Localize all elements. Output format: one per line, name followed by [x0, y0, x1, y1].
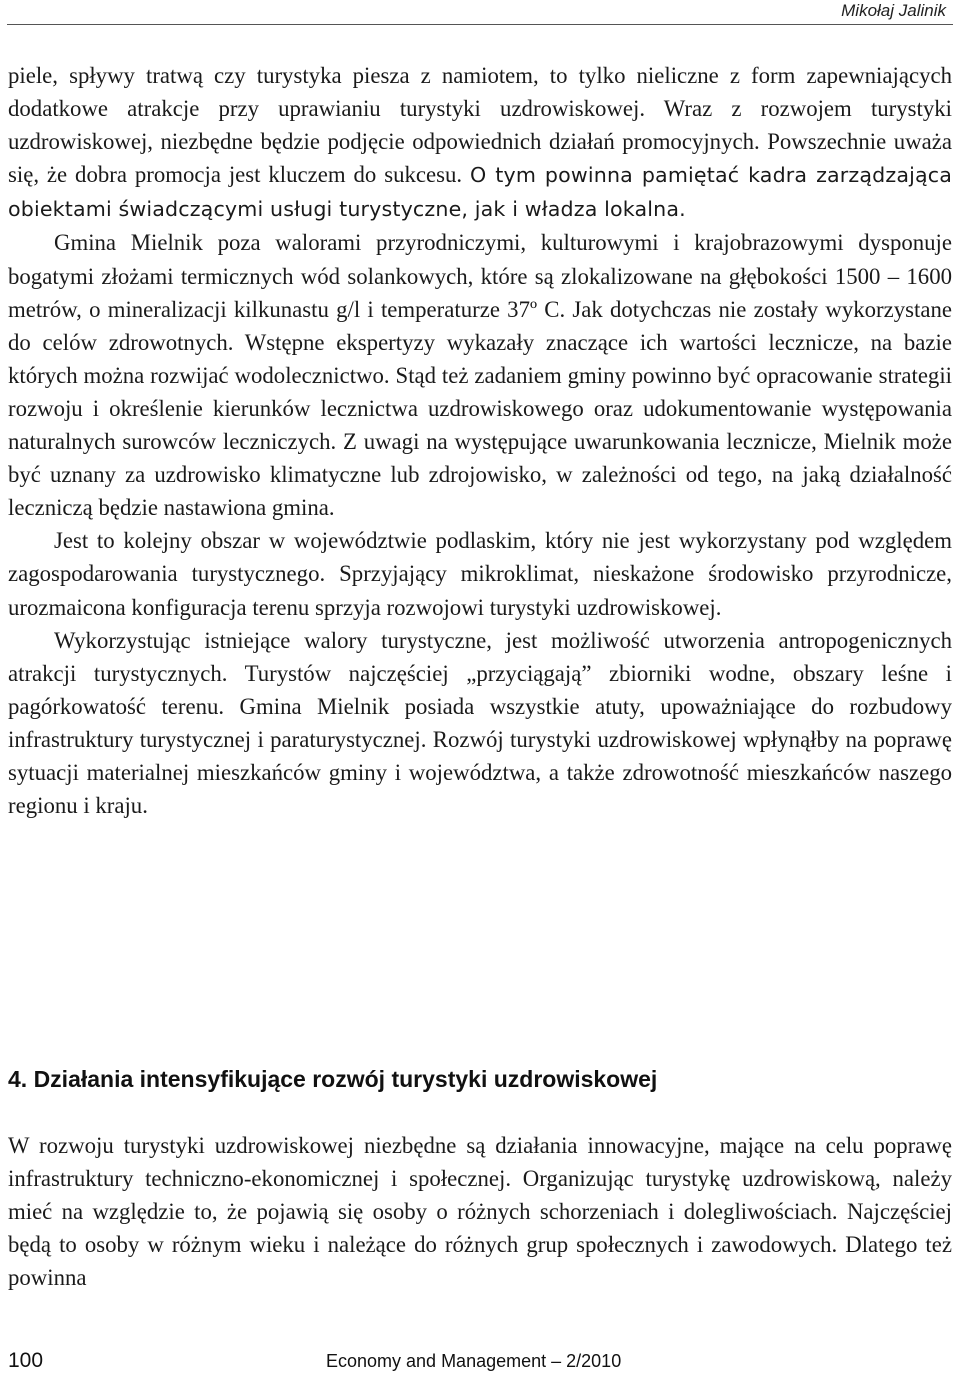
paragraph-text-serif: piele, spływy tratwą czy turystyka piesza z namiotem, to tylko nieliczne z form zapewniających dodatkowe atrakcje przy uprawianiu turystyki uzdrowiskowej. Wraz z rozwojem turystyki uzdrowiskowej, niezbędne będzie podjęcie odpowiednich działań promocyjnych. Powszechnie uważa się, że dobra promocja jest kluczem do sukcesu.	[8, 63, 952, 188]
page-number: 100	[8, 1349, 44, 1372]
paragraph-tourist-attractions: Wykorzystując istniejące walory turystyczne, jest możliwość utworzenia antropogenicznych atrakcji turystycznych. Turystów najczęściej „przyciągają” zbiorniki wodne, obszary leśne i pagórkowatość terenu. Gmina Mielnik posiada wszystkie atuty, upoważniające do rozbudowy infrastruktury turystycznej i paraturystycznej. Rozwój turystyki uzdrowiskowej wpłynąłby na poprawę sytuacji materialnej mieszkańców gminy i województwa, a także zdrowotność mieszkańców naszego regionu i kraju.	[8, 627, 952, 819]
header-rule	[7, 24, 953, 25]
body-text-top	[8, 59, 952, 822]
running-head-author: Mikołaj Jalinik	[841, 1, 946, 20]
paragraph-mielnik-thermal-waters: Gmina Mielnik poza walorami przyrodniczymi, kulturowymi i krajobrazowymi dysponuje bogatymi złożami termicznych wód solankowych, które są zlokalizowane na głębokości 1500 – 1600 metrów, o mineralizacji kilkunastu g/l i temperaturze 37º C. Jak dotychczas nie zostały wykorzystane do celów zdrowotnych. Wstępne ekspertyzy wykazały znaczące ich wartości lecznicze, na bazie których można rozwijać wodolecznictwo. Stąd też zadaniem gminy powinno być opracowanie strategii rozwoju i określenie kierunków lecznictwa uzdrowiskowego oraz udokumentowanie występowania naturalnych surowców leczniczych. Z uwagi na występujące uwarunkowania lecznicze, Mielnik może być uznany za uzdrowisko klimatyczne lub zdrojowisko, w zależności od tego, na jaką działalność leczniczą będzie nastawiona gmina.	[8, 230, 952, 521]
journal-info: Economy and Management – 2/2010	[326, 1351, 622, 1371]
paragraph-text-sans: O tym powinna pamiętać kadra zarządzająca obiektami świadczącymi usługi turystyczne, jak i władza lokalna.	[8, 163, 952, 222]
page-footer	[8, 1349, 952, 1373]
section-heading: 4. Działania intensyfikujące rozwój turystyki uzdrowiskowej	[8, 1066, 658, 1092]
paragraph-section-4-intro: W rozwoju turystyki uzdrowiskowej niezbędne są działania innowacyjne, mające na celu poprawę infrastruktury techniczno-ekonomicznej i społecznej. Organizując turystykę uzdrowiskową, należy mieć na względzie to, że pojawią się osoby o różnych schorzeniach i dolegliwościach. Najczęściej będą to osoby w różnym wieku i należące do różnych grup społecznych i zawodowych. Dlatego też powinna	[8, 1133, 952, 1291]
body-text-section-4	[8, 1129, 952, 1294]
paragraph-podlaskie-region: Jest to kolejny obszar w województwie podlaskim, który nie jest wykorzystany pod względem zagospodarowania turystycznego. Sprzyjający mikroklimat, nieskażone środowisko przyrodnicze, urozmaicona konfiguracja terenu sprzyja rozwojowi turystyki uzdrowiskowej.	[8, 528, 952, 620]
paragraph-continuation	[8, 59, 952, 226]
